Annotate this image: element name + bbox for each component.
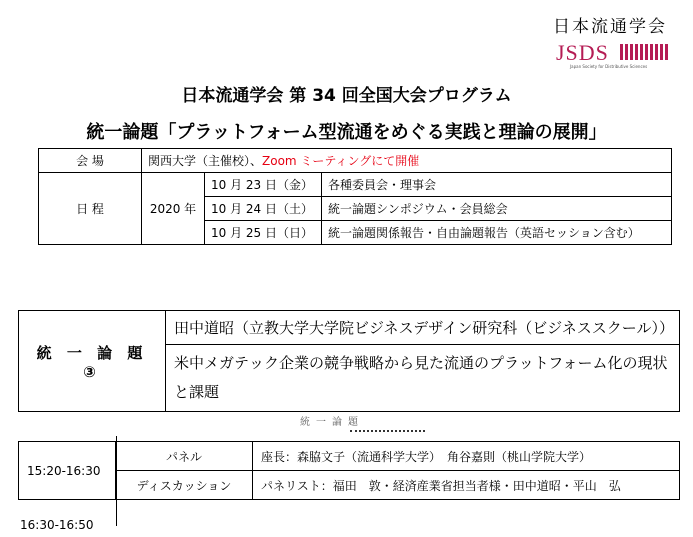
topic-title [166, 345, 680, 412]
venue-row [39, 149, 672, 173]
logo-bars-icon [620, 44, 668, 60]
venue-value-online: Zoom ミーティングにて開催 [262, 154, 420, 168]
topic-speaker: 田中道昭（立教大学大学院ビジネスデザイン研究科（ビジネススクール）） [166, 311, 680, 345]
panel-row [19, 442, 680, 471]
program-title: 日本流通学会 第 34 回全国大会プログラム [181, 86, 512, 106]
panel-table [18, 441, 680, 500]
next-row-time-partial: 16:30-16:50 [20, 518, 94, 532]
partial-heading: 統一論題 [300, 417, 364, 428]
panel-row [19, 471, 680, 500]
partial-divider [350, 430, 425, 438]
schedule-event: 統一論題関係報告・自由論題報告（英語セッション含む） [322, 221, 672, 245]
topic-title-line: 米中メガテック企業の競争戦略から見た流通のプラットフォーム化の現状 [174, 354, 668, 372]
schedule-date: 10 月 24 日（土） [205, 197, 322, 221]
panel-label-1: パネル [116, 442, 253, 471]
jsds-logo [556, 40, 676, 70]
panel-panelists: パネリスト：福田 敦・経済産業省担当者様・田中道昭・平山 弘 [253, 471, 680, 500]
schedule-label: 日 程 [39, 173, 142, 245]
schedule-date: 10 月 25 日（日） [205, 221, 322, 245]
topic-title-line: と課題 [174, 383, 220, 401]
topic-speaker-row [19, 311, 680, 345]
topic-label: 統 一 論 題 ③ [19, 311, 166, 412]
theme-title: 統一論題「プラットフォーム型流通をめぐる実践と理論の展開」 [86, 122, 607, 143]
panel-label-2: ディスカッション [116, 471, 253, 500]
schedule-row [39, 173, 672, 197]
logo-subtitle: Japan Society for Distributive Sciences [570, 64, 648, 69]
organization-name: 日本流通学会 [553, 17, 667, 37]
schedule-date: 10 月 23 日（金） [205, 173, 322, 197]
schedule-year: 2020 年 [142, 173, 205, 245]
topic-table [18, 310, 680, 412]
panel-chairs: 座長：森脇文子（流通科学大学） 角谷嘉則（桃山学院大学） [253, 442, 680, 471]
venue-value [142, 149, 672, 173]
logo-text: JSDS [556, 40, 609, 65]
info-table [38, 148, 672, 245]
schedule-event: 統一論題シンポジウム・会員総会 [322, 197, 672, 221]
venue-label: 会 場 [39, 149, 142, 173]
venue-value-main: 関西大学（主催校）、 [148, 154, 263, 168]
panel-time: 15:20-16:30 [19, 442, 116, 500]
schedule-event: 各種委員会・理事会 [322, 173, 672, 197]
